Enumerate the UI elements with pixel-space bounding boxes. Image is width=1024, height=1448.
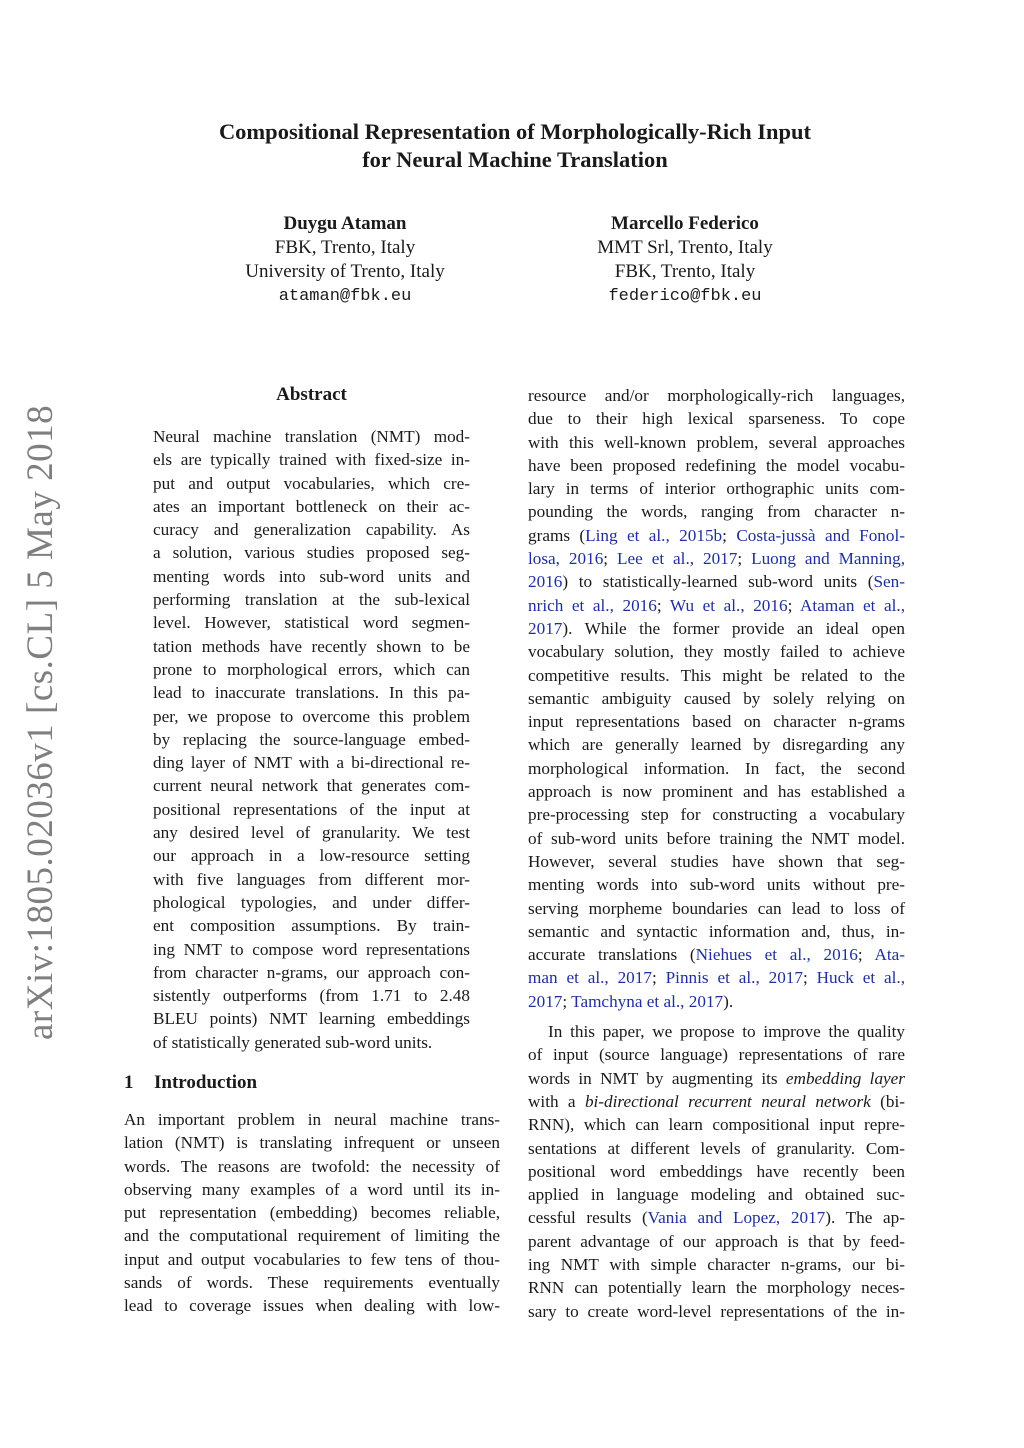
text-line: which are generally learned by disregarding any [528, 735, 905, 755]
text-line: lation (NMT) is translating infrequent or unseen [124, 1133, 500, 1153]
text-line: by replacing the source-language embed- [153, 729, 470, 749]
text: ; [857, 945, 875, 965]
text: accurate translations ( [528, 945, 696, 965]
citation-link[interactable]: Vania and Lopez, 2017 [647, 1208, 826, 1228]
text: ). [723, 991, 734, 1011]
paragraph [528, 384, 905, 1013]
text-line [528, 617, 905, 640]
text-line: a solution, various studies proposed seg- [153, 543, 470, 563]
text: ). While the former provide an ideal open [562, 618, 905, 638]
abstract-heading: Abstract [276, 384, 347, 405]
citation-link[interactable]: Costa-jussà and Fonol- [736, 525, 905, 545]
text-line: However, several studies have shown that seg- [528, 851, 905, 871]
text-line: of statistically generated sub-word units. [153, 1032, 433, 1052]
introduction-body [124, 1108, 500, 1318]
section-title: Introduction [154, 1072, 258, 1093]
citation-link[interactable]: Huck et al., [816, 968, 906, 988]
text-line: parent advantage of our approach is that by feed- [528, 1231, 905, 1251]
emphasis: bi-directional recurrent neural network [584, 1091, 871, 1111]
text: ; [802, 968, 817, 988]
text-line: semantic and syntactic information and, thus, in- [528, 921, 905, 941]
text-line: input representations based on character n-grams [528, 712, 905, 732]
author-affiliation: MMT Srl, Trento, Italy [597, 237, 773, 258]
author-block-2 [535, 212, 835, 309]
text-line: due to their high lexical sparseness. To cope [528, 409, 905, 429]
citation-link[interactable]: Ataman et al., [800, 595, 906, 615]
citation-link[interactable]: 2017 [528, 618, 563, 638]
text-line: and the computational requirement of limiting the [124, 1226, 500, 1246]
text-line: serving morpheme boundaries can lead to loss of [528, 898, 905, 918]
author-block-1 [195, 212, 495, 309]
section-number: 1 [124, 1072, 134, 1093]
text-line: ent composition assumptions. By train- [153, 916, 470, 936]
text: words in NMT by augmenting its [528, 1068, 786, 1088]
text-line [528, 547, 905, 570]
text: ; [603, 549, 618, 569]
text-line: applied in language modeling and obtained suc- [528, 1185, 905, 1205]
citation-link[interactable]: Pinnis et al., 2017 [665, 968, 803, 988]
text: ; [722, 525, 737, 545]
text-line: In this paper, we propose to improve the quality [548, 1022, 905, 1042]
text-line: observing many examples of a word until its in- [124, 1179, 500, 1199]
text-line: with five languages from different mor- [153, 869, 470, 889]
text-line: put and output vocabularies, which cre- [153, 473, 470, 493]
text-line: pre-processing step for constructing a vocabulary [528, 805, 905, 825]
text-line [528, 1206, 905, 1229]
text-line: phological typologies, and under differ- [153, 892, 470, 912]
text-line: sentations at different levels of granularity. Com- [528, 1138, 905, 1158]
citation-link[interactable]: losa, 2016 [528, 549, 604, 569]
citation-link[interactable]: Ling et al., 2015b [585, 525, 723, 545]
text-line [528, 594, 905, 617]
text-line [528, 1090, 905, 1113]
text: ; [651, 968, 666, 988]
arxiv-stamp: arXiv:1805.02036v1 [cs.CL] 5 May 2018 [20, 404, 61, 1040]
text-line: morphological information. In fact, the second [528, 758, 905, 778]
citation-link[interactable]: Tamchyna et al., 2017 [571, 991, 724, 1011]
text-line: lead to inaccurate translations. In this pa- [153, 683, 470, 703]
abstract-body [153, 425, 470, 1054]
author-affiliation: FBK, Trento, Italy [274, 237, 416, 258]
citation-link[interactable]: man et al., 2017 [528, 968, 652, 988]
text-line: BLEU points) NMT learning embeddings [153, 1009, 470, 1029]
text-line: any desired level of granularity. We test [153, 823, 470, 843]
text: (bi- [870, 1091, 905, 1111]
text-line: have been proposed redefining the model vocabu- [528, 455, 905, 475]
text-line: competitive results. This might be related to the [528, 665, 905, 685]
emphasis: embedding layer [785, 1068, 905, 1088]
text-line [528, 570, 905, 593]
text: ; [656, 595, 670, 615]
text: cessful results ( [528, 1208, 648, 1228]
text-line: ates an important bottleneck on their ac- [153, 496, 470, 516]
text-line: RNN can potentially learn the morphology neces- [528, 1278, 905, 1298]
text-line: menting words into sub-word units without pre- [528, 875, 905, 895]
text-line: from character n-grams, our approach con- [153, 962, 470, 982]
text-line [528, 1067, 905, 1090]
text-line: of input (source language) representations of rare [528, 1045, 905, 1065]
text-line: performing translation at the sub-lexical [153, 590, 470, 610]
text-line: sary to create word-level representations of the in- [528, 1301, 905, 1321]
author-affiliation: FBK, Trento, Italy [614, 261, 756, 282]
text-line [528, 943, 905, 966]
text-line: put representation (embedding) becomes reliable, [124, 1203, 500, 1223]
text-line: with this well-known problem, several approaches [528, 432, 905, 452]
text-line: resource and/or morphologically-rich languages, [528, 386, 905, 405]
text-line: sistently outperforms (from 1.71 to 2.48 [153, 986, 470, 1006]
author-email: ataman@fbk.eu [278, 287, 412, 306]
text-line: input and output vocabularies to few tens of thou- [124, 1249, 500, 1269]
citation-link[interactable]: Ata- [874, 945, 905, 965]
author-name: Duygu Ataman [283, 213, 407, 234]
text-line: sands of words. These requirements eventually [124, 1273, 500, 1293]
text-line: our approach in a low-resource setting [153, 846, 470, 866]
text: ; [562, 991, 572, 1011]
text-line [528, 990, 905, 1013]
text-line: semantic ambiguity caused by solely relying on [528, 688, 905, 708]
citation-link[interactable]: nrich et al., 2016 [528, 595, 657, 615]
title-line-1: Compositional Representation of Morphologically-Rich Input [218, 119, 812, 144]
text: ). The ap- [825, 1208, 905, 1228]
text-line: approach is now prominent and has established a [528, 782, 905, 802]
text-line: prone to morphological errors, which can [153, 659, 470, 679]
text-line: menting words into sub-word units and [153, 566, 470, 586]
citation-link[interactable]: Niehues et al., 2016 [695, 945, 858, 965]
text-line: positional representations of the input at [153, 799, 470, 819]
author-email: federico@fbk.eu [608, 287, 762, 306]
text-line: RNN), which can learn compositional input repre- [528, 1115, 905, 1135]
text-line [528, 524, 905, 547]
text-line: tation methods have recently shown to be [153, 636, 470, 656]
text-line: Neural machine translation (NMT) mod- [153, 427, 470, 446]
text-line: positional word embeddings have recently been [528, 1161, 905, 1181]
paper-title [120, 118, 910, 174]
text-line: ing NMT to compose word representations [153, 939, 470, 959]
text-line [528, 966, 905, 989]
text-line: of sub-word units before training the NMT model. [528, 828, 905, 848]
text-line: An important problem in neural machine trans- [124, 1110, 500, 1129]
text-line: current neural network that generates com- [153, 776, 470, 796]
paragraph [528, 1020, 905, 1323]
text-line: per, we propose to overcome this problem [153, 706, 470, 726]
text: ; [787, 595, 801, 615]
text: ) to statistically-learned sub-word units ( [562, 572, 874, 592]
section-heading-introduction [124, 1071, 500, 1095]
citation-link[interactable]: 2016 [528, 572, 563, 592]
text: with a [528, 1091, 585, 1111]
text-line: level. However, statistical word segmen- [153, 613, 470, 633]
author-affiliation: University of Trento, Italy [245, 261, 445, 282]
text-line: lary in terms of interior orthographic units com- [528, 479, 905, 499]
citation-link[interactable]: Sen- [873, 572, 905, 592]
text-line: curacy and generalization capability. As [153, 520, 470, 540]
text-line: words. The reasons are twofold: the necessity of [124, 1156, 500, 1176]
author-name: Marcello Federico [611, 213, 759, 234]
citation-link[interactable]: 2017 [528, 991, 563, 1011]
citation-link[interactable]: Lee et al., 2017 [617, 549, 738, 569]
citation-link[interactable]: Wu et al., 2016 [669, 595, 788, 615]
text: grams ( [528, 525, 586, 545]
right-column [528, 384, 905, 1323]
text-line: lead to coverage issues when dealing with low- [124, 1296, 500, 1316]
text-line: vocabulary solution, they mostly failed to achieve [528, 642, 905, 662]
text-line: ding layer of NMT with a bi-directional re- [153, 753, 470, 773]
text-line: els are typically trained with fixed-size in- [153, 450, 470, 470]
citation-link[interactable]: Luong and Manning, [751, 549, 905, 569]
text-line: ing NMT with simple character n-grams, our bi- [528, 1254, 905, 1274]
title-line-2: for Neural Machine Translation [362, 147, 668, 172]
text: ; [737, 549, 752, 569]
text-line: pounding the words, ranging from character n- [528, 502, 905, 522]
